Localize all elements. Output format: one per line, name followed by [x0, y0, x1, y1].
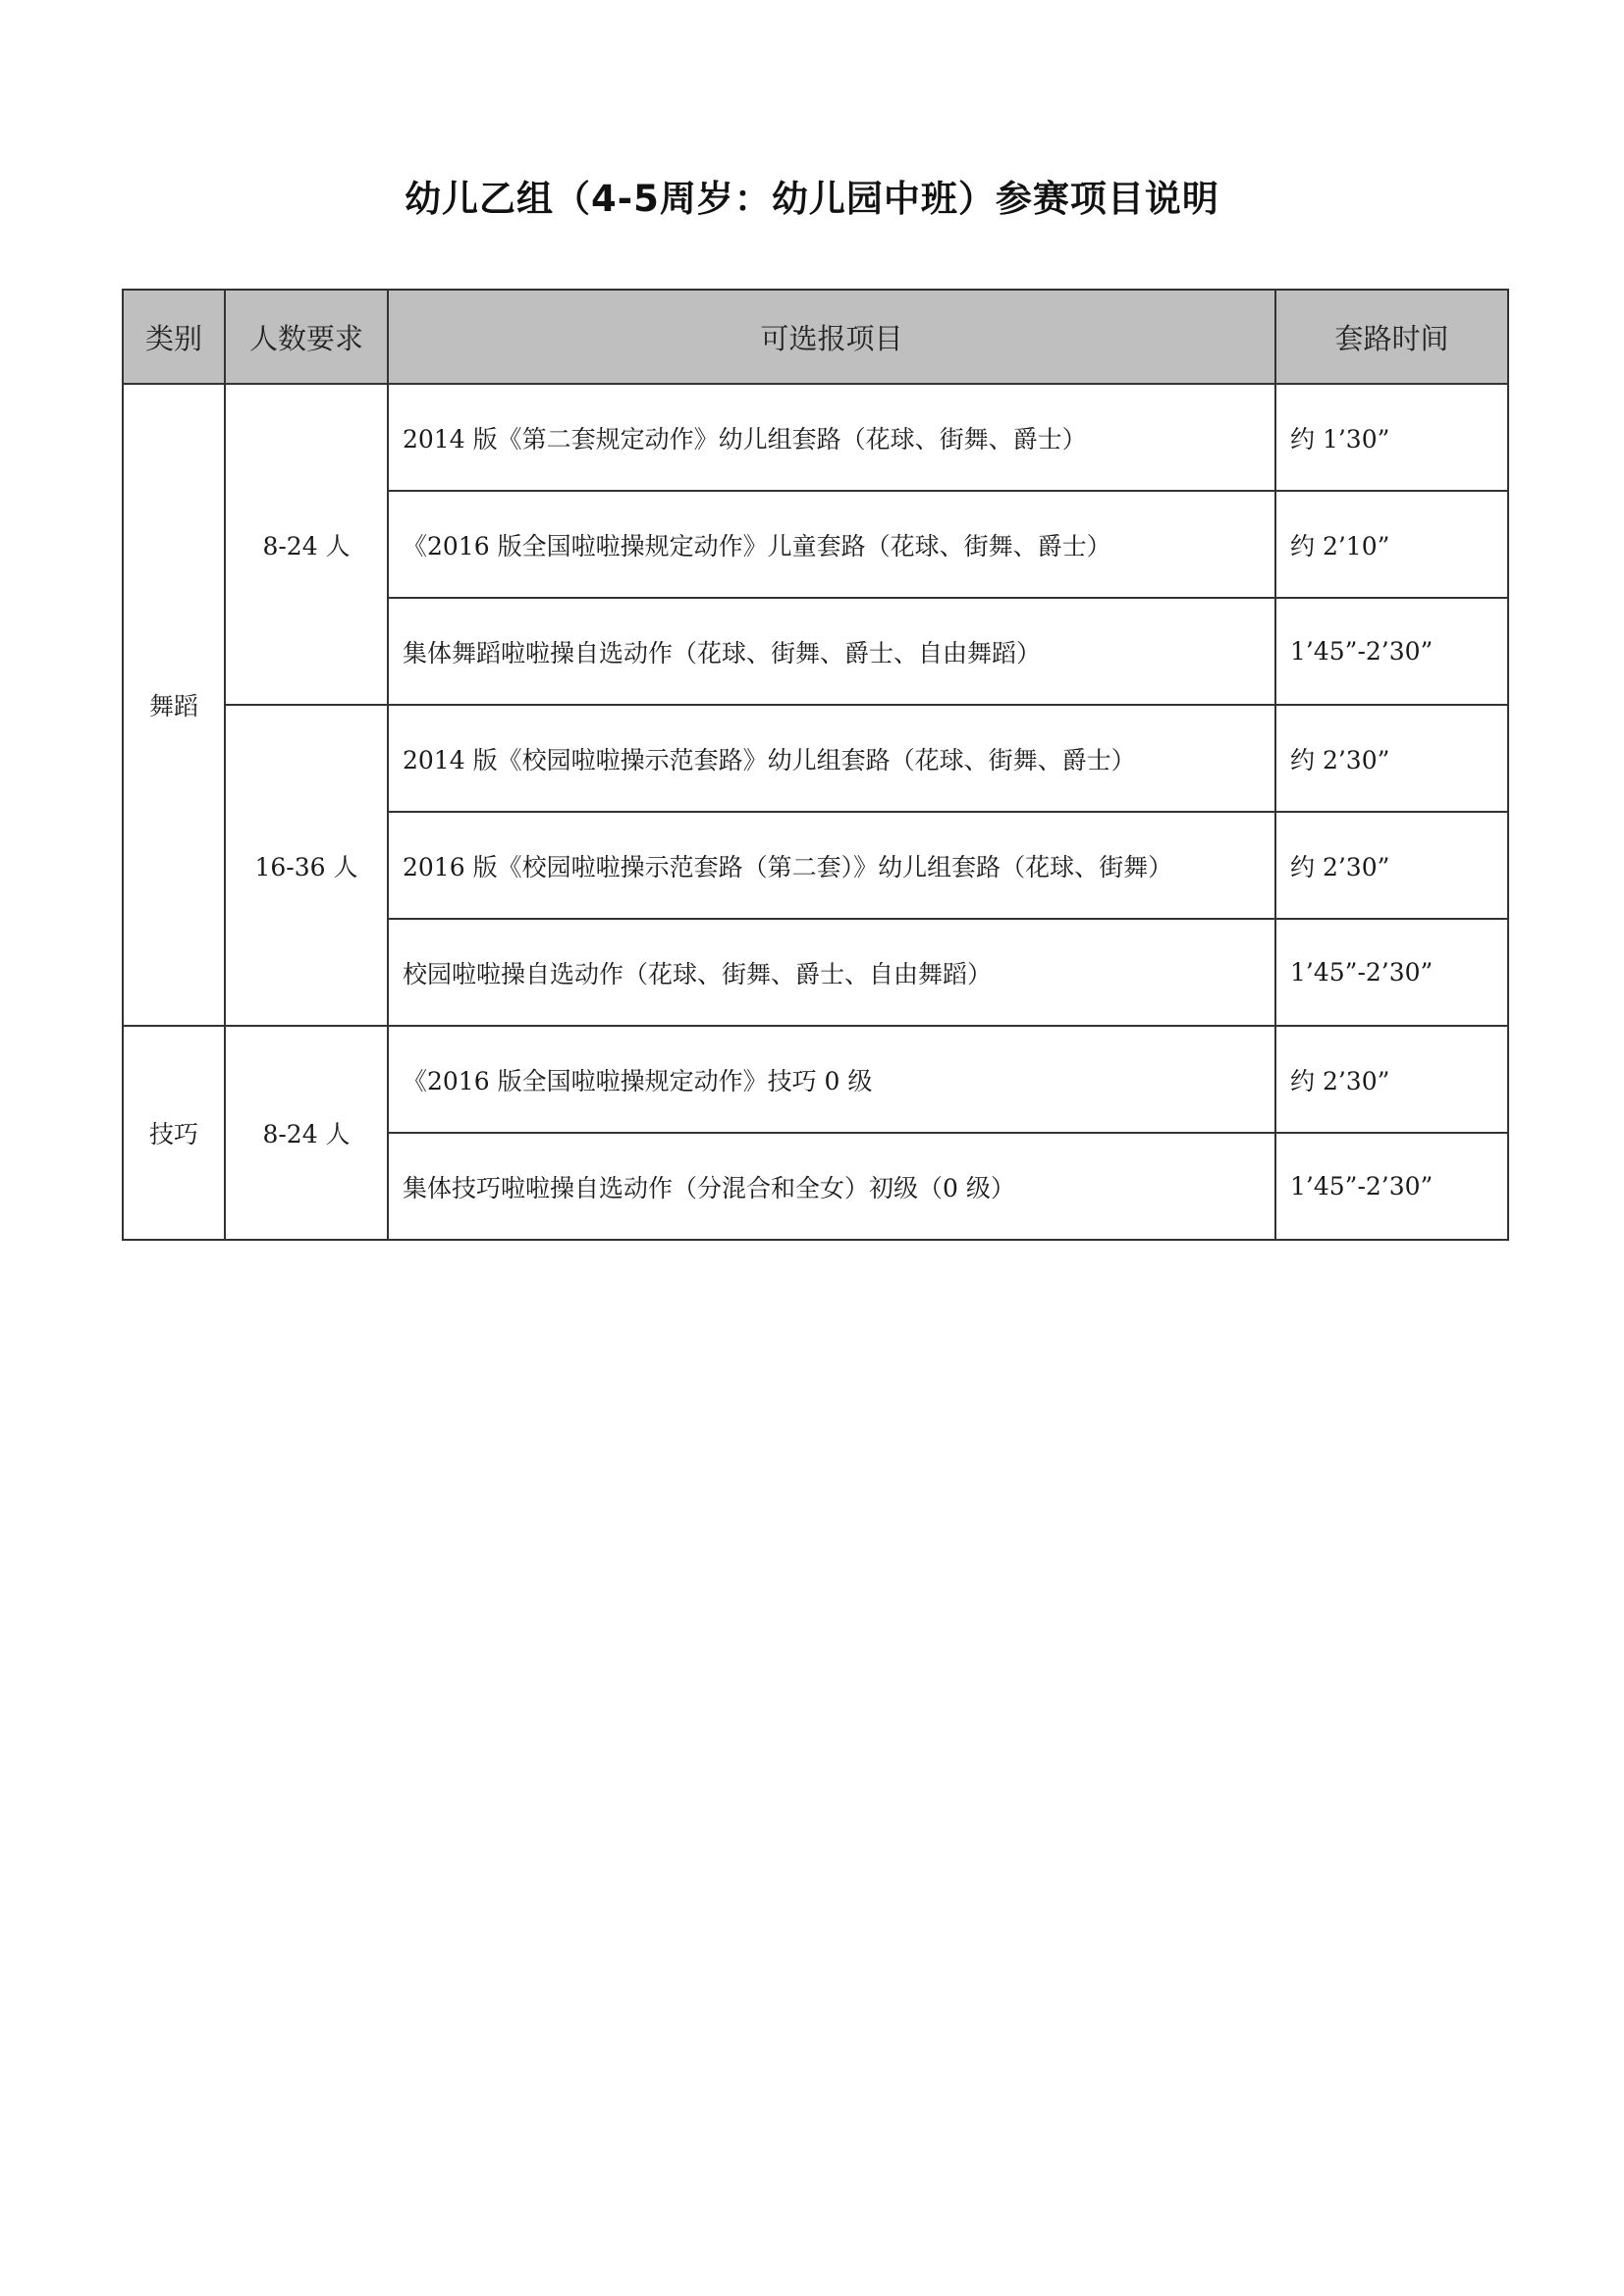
item-cell: 集体技巧啦啦操自选动作（分混合和全女）初级（0 级） — [388, 1133, 1275, 1240]
item-cell: 校园啦啦操自选动作（花球、街舞、爵士、自由舞蹈） — [388, 919, 1275, 1026]
item-cell: 2014 版《第二套规定动作》幼儿组套路（花球、街舞、爵士） — [388, 384, 1275, 491]
time-cell: 约 1’30” — [1275, 384, 1508, 491]
people-cell: 16-36 人 — [225, 705, 388, 1026]
time-cell: 1’45”-2’30” — [1275, 598, 1508, 705]
table-row — [123, 1026, 1508, 1133]
time-cell: 约 2’30” — [1275, 812, 1508, 919]
time-cell: 约 2’10” — [1275, 491, 1508, 598]
people-cell: 8-24 人 — [225, 384, 388, 705]
people-cell: 8-24 人 — [225, 1026, 388, 1240]
header-people: 人数要求 — [225, 290, 388, 384]
time-cell: 约 2’30” — [1275, 705, 1508, 812]
page-title: 幼儿乙组（4-5周岁：幼儿园中班）参赛项目说明 — [405, 178, 1219, 220]
table-row — [123, 705, 1508, 812]
item-cell: 2016 版《校园啦啦操示范套路（第二套）》幼儿组套路（花球、街舞） — [388, 812, 1275, 919]
time-cell: 1’45”-2’30” — [1275, 1133, 1508, 1240]
item-cell: 集体舞蹈啦啦操自选动作（花球、街舞、爵士、自由舞蹈） — [388, 598, 1275, 705]
category-cell: 舞蹈 — [123, 384, 225, 1026]
item-cell: 《2016 版全国啦啦操规定动作》技巧 0 级 — [388, 1026, 1275, 1133]
header-item: 可选报项目 — [388, 290, 1275, 384]
project-table — [122, 289, 1509, 1241]
table-header-row — [123, 290, 1508, 384]
header-category: 类别 — [123, 290, 225, 384]
time-cell: 1’45”-2’30” — [1275, 919, 1508, 1026]
header-time: 套路时间 — [1275, 290, 1508, 384]
item-cell: 2014 版《校园啦啦操示范套路》幼儿组套路（花球、街舞、爵士） — [388, 705, 1275, 812]
table-row — [123, 384, 1508, 491]
item-cell: 《2016 版全国啦啦操规定动作》儿童套路（花球、街舞、爵士） — [388, 491, 1275, 598]
time-cell: 约 2’30” — [1275, 1026, 1508, 1133]
category-cell: 技巧 — [123, 1026, 225, 1240]
